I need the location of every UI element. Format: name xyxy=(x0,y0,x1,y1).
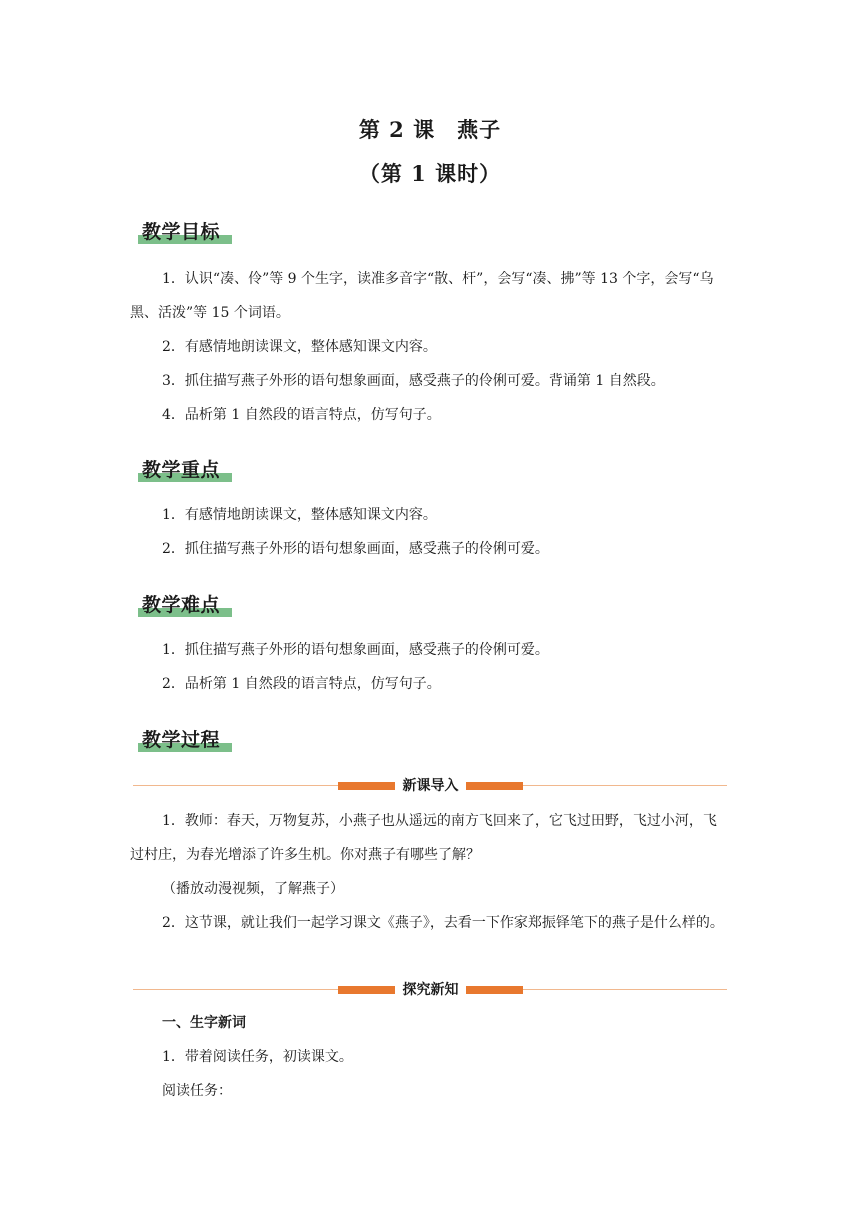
intro-item: 1．教师：春天，万物复苏，小燕子也从遥远的南方飞回来了，它飞过田野，飞过小河，飞过村庄，为春光增添了许多生机。你对燕子有哪些了解？ xyxy=(130,813,717,863)
lesson-title: 第 2 课 燕子 xyxy=(358,117,502,142)
explore-subheading: 一、生字新词 xyxy=(162,1015,246,1031)
key-point-item: 1．有感情地朗读课文，整体感知课文内容。 xyxy=(162,507,437,523)
divider-bar-right xyxy=(466,782,523,790)
section-heading-text: 教学目标 xyxy=(142,221,221,243)
intro-item: （播放动漫视频，了解燕子） xyxy=(162,881,344,897)
section-heading-key-points xyxy=(138,456,220,484)
divider-label: 探究新知 xyxy=(395,979,466,1001)
difficulty-item: 2．品析第 1 自然段的语言特点，仿写句子。 xyxy=(162,676,441,692)
section-heading-text: 教学过程 xyxy=(142,729,221,751)
explore-item: 阅读任务： xyxy=(162,1083,232,1099)
intro-item: 2．这节课，就让我们一起学习课文《燕子》，去看一下作家郑振铎笔下的燕子是什么样的。 xyxy=(162,915,724,931)
goal-item: 3．抓住描写燕子外形的语句想象画面，感受燕子的伶俐可爱。背诵第 1 自然段。 xyxy=(162,373,665,389)
goal-item: 1．认识“凑、伶”等 9 个生字，读准多音字“散、杆”，会写“凑、拂”等 13 个字，会写“乌黑、活泼”等 15 个词语。 xyxy=(130,271,714,321)
divider-bar-left xyxy=(338,986,395,994)
goal-item: 2．有感情地朗读课文，整体感知课文内容。 xyxy=(162,339,437,355)
divider-intro xyxy=(133,775,727,797)
section-heading-text: 教学重点 xyxy=(142,459,221,481)
explore-item: 1．带着阅读任务，初读课文。 xyxy=(162,1049,353,1065)
lesson-period: （第 1 课时） xyxy=(358,161,502,186)
section-heading-process xyxy=(138,726,220,754)
difficulty-item: 1．抓住描写燕子外形的语句想象画面，感受燕子的伶俐可爱。 xyxy=(162,642,549,658)
goal-item: 4．品析第 1 自然段的语言特点，仿写句子。 xyxy=(162,407,441,423)
section-heading-text: 教学难点 xyxy=(142,594,221,616)
divider-explore xyxy=(133,979,727,1001)
section-heading-goals xyxy=(138,218,220,246)
divider-bar-right xyxy=(466,986,523,994)
key-point-item: 2．抓住描写燕子外形的语句想象画面，感受燕子的伶俐可爱。 xyxy=(162,541,549,557)
divider-bar-left xyxy=(338,782,395,790)
section-heading-difficulties xyxy=(138,591,220,619)
divider-label: 新课导入 xyxy=(395,775,466,797)
